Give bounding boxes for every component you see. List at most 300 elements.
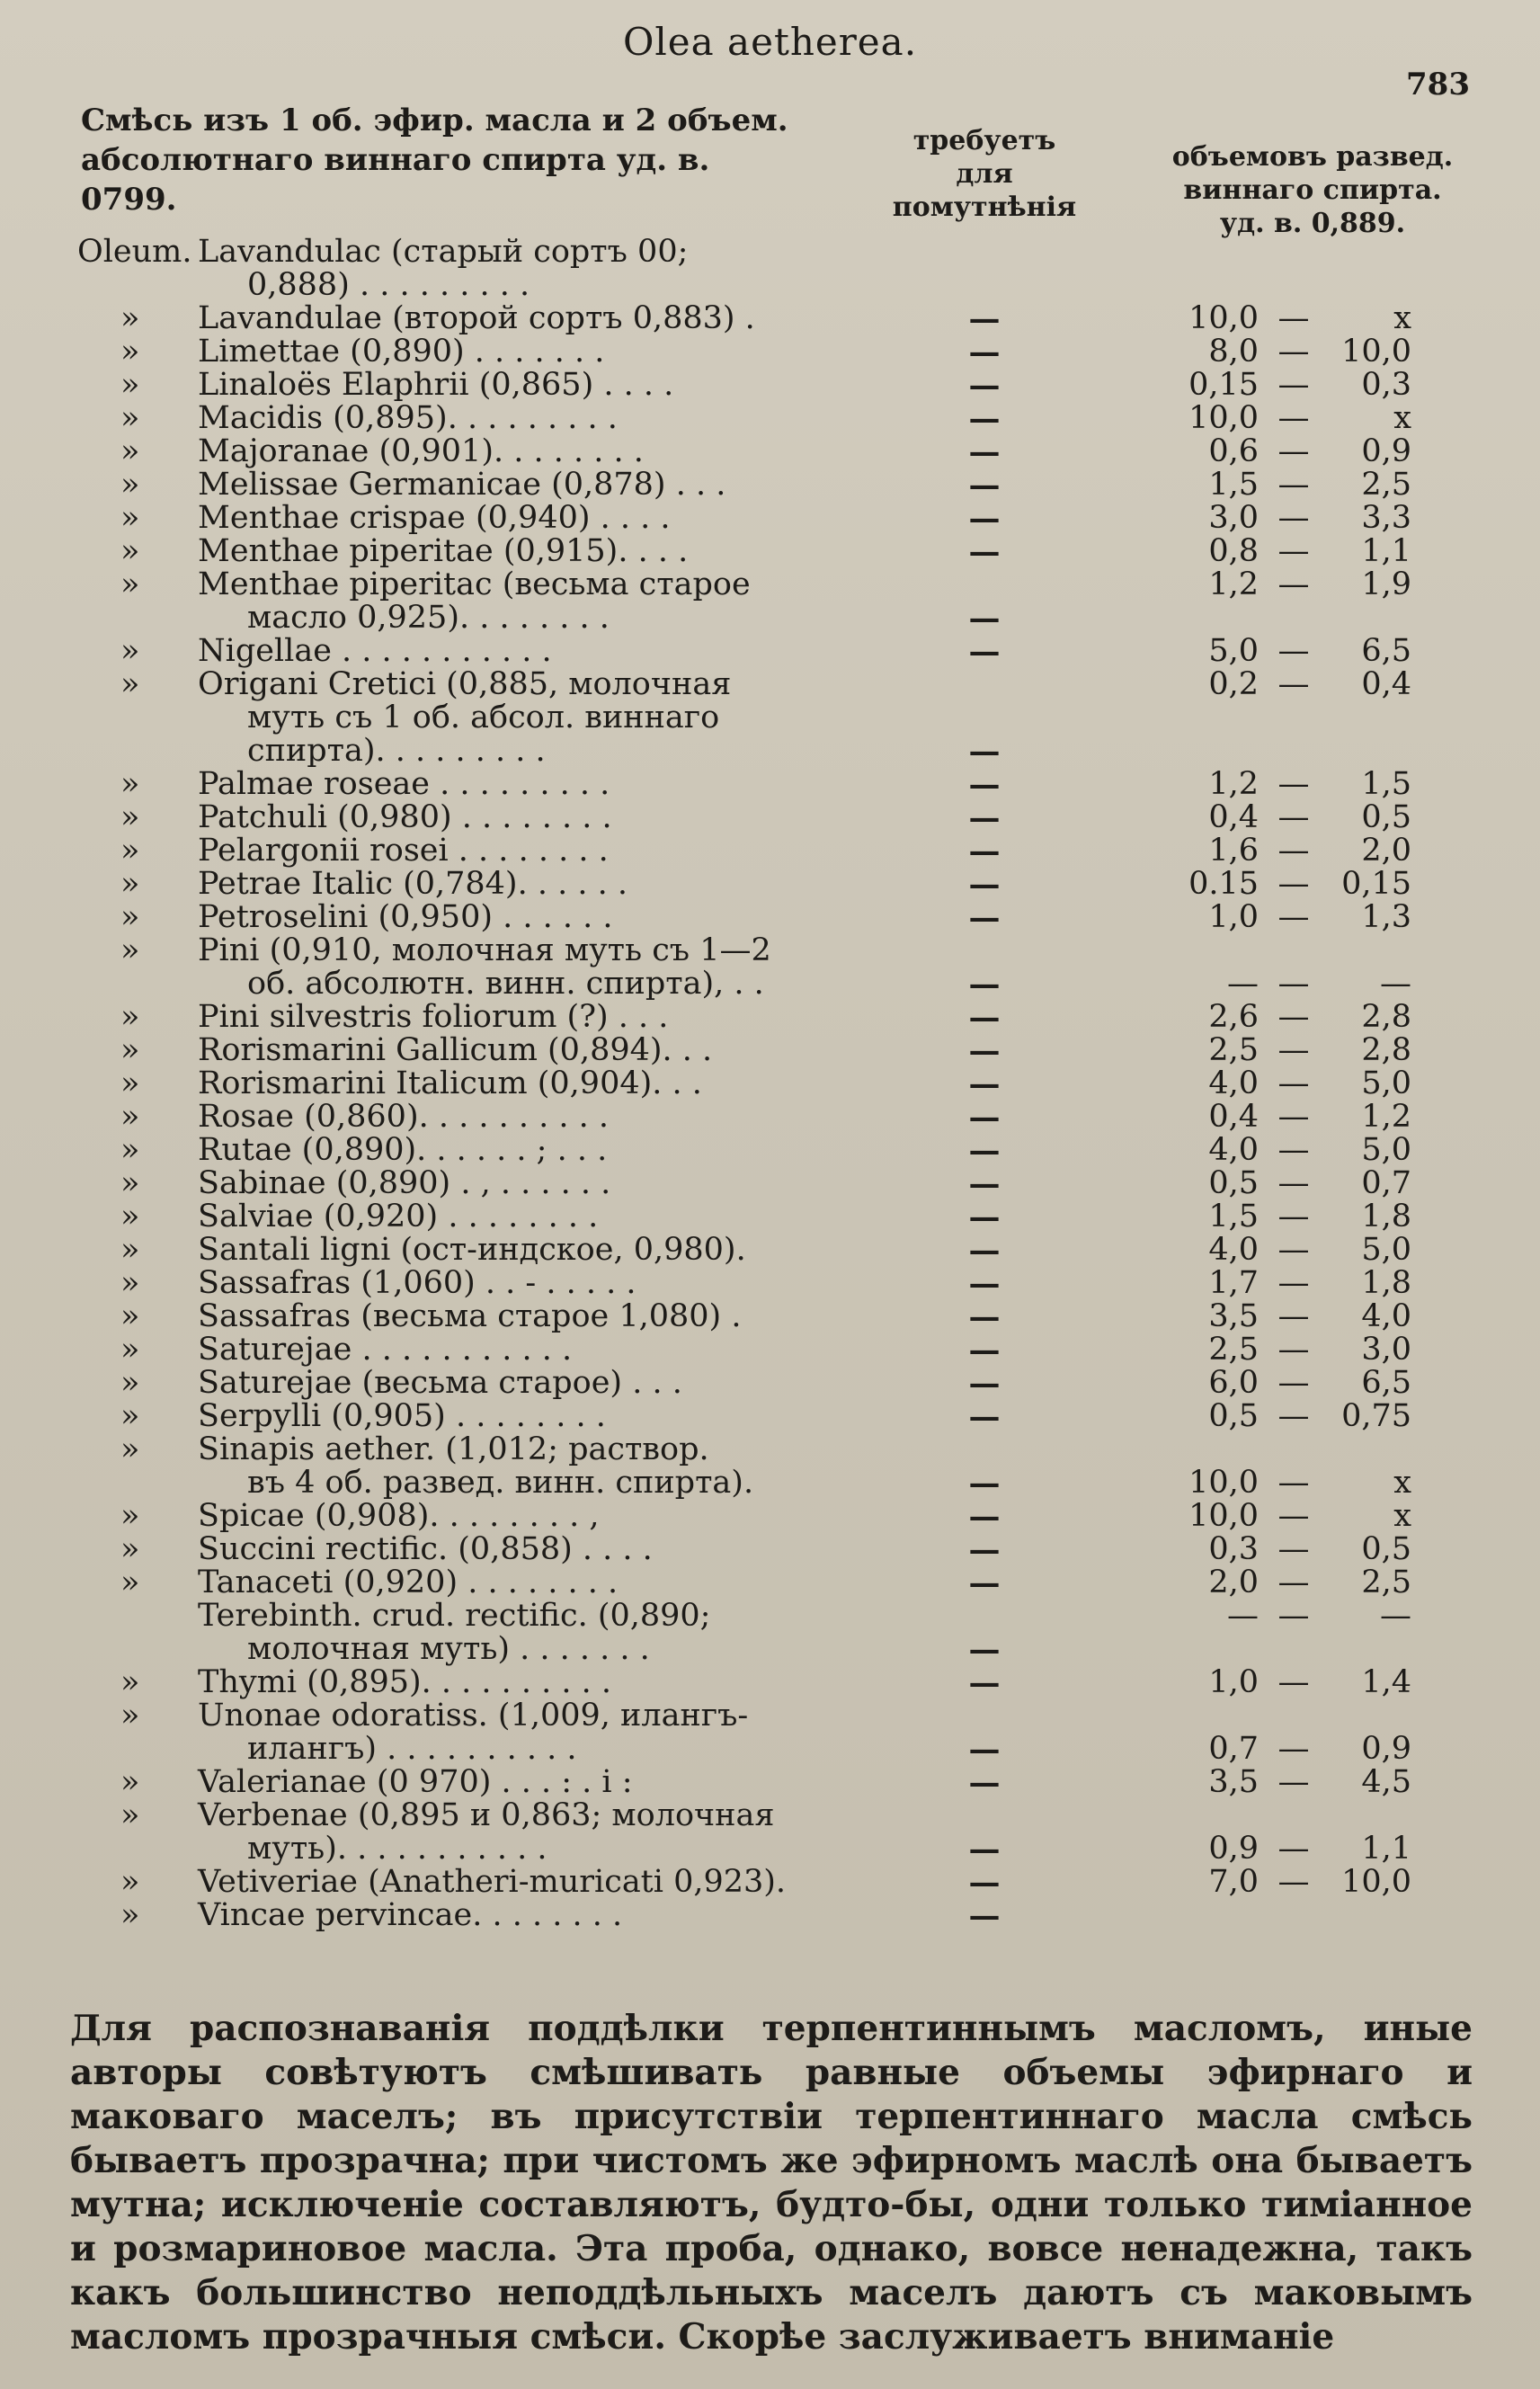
oil-name: Melissae Germanicae (0,878) . . . [198, 467, 726, 503]
ditto-mark: » [120, 1099, 140, 1135]
ditto-mark: » [120, 1698, 140, 1734]
table-row [0, 1067, 1540, 1101]
ditto-mark: » [120, 1065, 140, 1101]
header-mixture: Смѣсь изъ 1 об. эфир. масла и 2 объем. абсолютнаго виннаго спирта уд. в. 0799. [81, 103, 788, 218]
oil-name: Petroselini (0,950) . . . . . . [198, 899, 613, 935]
oil-name: Rosae (0,860). . . . . . . . . . [198, 1099, 609, 1135]
ditto-mark: » [120, 1032, 140, 1068]
turbidity-cell: — [968, 433, 1001, 470]
ditto-mark: » [120, 1199, 140, 1235]
turbidity-cell: — [968, 833, 1001, 869]
turbidity-cell: — [968, 1332, 1001, 1368]
volume-max: 2,5 [1361, 1564, 1411, 1600]
turbidity-cell: — [968, 1032, 1001, 1069]
ditto-mark: » [120, 1498, 140, 1534]
oil-name: Vincae pervincae. . . . . . . . [198, 1897, 623, 1933]
range-dash: — [1277, 500, 1310, 536]
table-row [0, 502, 1540, 535]
table-row [0, 1699, 1540, 1766]
header-volumes: объемовъ развед. виннаго спирта. уд. в. 0,889. [1171, 141, 1454, 239]
oil-name: Pini (0,910, молочная муть съ 1—2 [198, 932, 771, 968]
ditto-mark: » [120, 833, 140, 869]
volume-min: 0.15 [1188, 866, 1259, 902]
table-row [0, 934, 1540, 1001]
turbidity-cell: — [968, 400, 1001, 437]
oil-name: Unonae odoratiss. (1,009, илангъ- [198, 1698, 749, 1734]
table-row [0, 901, 1540, 934]
table-row [0, 801, 1540, 834]
range-dash: — [1277, 899, 1310, 935]
table-row [0, 402, 1540, 435]
oil-name: Valerianae (0 970) . . . : . i : [198, 1764, 633, 1800]
oil-name: Patchuli (0,980) . . . . . . . . [198, 799, 612, 835]
volume-max: 1,8 [1361, 1265, 1411, 1301]
volume-max: x [1393, 1465, 1411, 1501]
range-dash: — [1277, 300, 1310, 336]
volume-min: 0,15 [1188, 367, 1259, 403]
ditto-mark: » [120, 1398, 140, 1434]
volume-max: 2,8 [1361, 1032, 1411, 1068]
table-row [0, 335, 1540, 369]
volume-min: 1,5 [1208, 1199, 1259, 1235]
range-dash: — [1277, 1598, 1310, 1634]
turbidity-cell: — [968, 899, 1001, 936]
oil-name-continuation: илангъ) . . . . . . . . . . [247, 1731, 577, 1767]
turbidity-cell: — [968, 1265, 1001, 1302]
ditto-mark: » [120, 467, 140, 503]
volume-min: 5,0 [1208, 633, 1259, 669]
volume-max: 4,5 [1361, 1764, 1411, 1800]
volume-min: — [1227, 1598, 1259, 1634]
table-row [0, 868, 1540, 901]
volume-min: 0,4 [1208, 1099, 1259, 1135]
turbidity-cell: — [968, 1831, 1001, 1868]
oil-name-continuation: молочная муть) . . . . . . . [247, 1631, 650, 1667]
volume-max: 1,1 [1361, 533, 1411, 569]
range-dash: — [1277, 633, 1310, 669]
table-row [0, 1101, 1540, 1134]
volume-min: 1,0 [1208, 1664, 1259, 1700]
oil-name: Linaloës Elaphrii (0,865) . . . . [198, 367, 674, 403]
table-row [0, 1866, 1540, 1899]
range-dash: — [1277, 833, 1310, 869]
table-row [0, 236, 1540, 302]
oil-name: Succini rectific. (0,858) . . . . [198, 1531, 653, 1567]
turbidity-cell: — [968, 1398, 1001, 1435]
oil-name: Pini silvestris foliorum (?) . . . [198, 999, 669, 1035]
volume-min: 4,0 [1208, 1132, 1259, 1168]
volume-max: 1,3 [1361, 899, 1411, 935]
table-row [0, 1533, 1540, 1566]
volume-min: 2,5 [1208, 1332, 1259, 1368]
range-dash: — [1277, 334, 1310, 370]
range-dash: — [1277, 1498, 1310, 1534]
volume-max: 1,5 [1361, 766, 1411, 802]
oil-name: Menthae piperitac (весьма старое [198, 566, 751, 602]
range-dash: — [1277, 400, 1310, 436]
volume-min: 10,0 [1188, 1465, 1259, 1501]
ditto-mark: » [120, 1298, 140, 1334]
volume-max: 1,8 [1361, 1199, 1411, 1235]
oil-name-continuation: об. абсолютн. винн. спирта), . . [247, 966, 764, 1002]
volume-min: 8,0 [1208, 334, 1259, 370]
table-row [0, 834, 1540, 868]
ditto-mark: » [120, 334, 140, 370]
volume-max: 0,7 [1361, 1165, 1411, 1201]
range-dash: — [1277, 1099, 1310, 1135]
volume-max: 2,8 [1361, 999, 1411, 1035]
oil-name: Nigellae . . . . . . . . . . . [198, 633, 552, 669]
oil-name: Limettae (0,890) . . . . . . . [198, 334, 605, 370]
table-row [0, 1333, 1540, 1367]
ditto-mark: » [120, 1897, 140, 1933]
range-dash: — [1277, 866, 1310, 902]
volume-min: 1,2 [1208, 566, 1259, 602]
ditto-mark: » [120, 666, 140, 702]
oil-name: Thymi (0,895). . . . . . . . . . [198, 1664, 612, 1700]
range-dash: — [1277, 1365, 1310, 1401]
ditto-mark: » [120, 433, 140, 469]
oil-name: Spicae (0,908). . . . . . . . , [198, 1498, 600, 1534]
volume-min: 10,0 [1188, 300, 1259, 336]
volume-min: 1,7 [1208, 1265, 1259, 1301]
ditto-mark: » [120, 866, 140, 902]
volume-min: 1,6 [1208, 833, 1259, 869]
oil-name: Sabinae (0,890) . , . . . . . . [198, 1165, 611, 1201]
range-dash: — [1277, 999, 1310, 1035]
ditto-mark: » [120, 1664, 140, 1700]
table-row [0, 1666, 1540, 1699]
oil-name: Rorismarini Gallicum (0,894). . . [198, 1032, 713, 1068]
table-row [0, 1200, 1540, 1234]
turbidity-cell: — [968, 500, 1001, 537]
volume-min: 2,0 [1208, 1564, 1259, 1600]
volume-max: 6,5 [1361, 1365, 1411, 1401]
oil-name: Terebinth. crud. rectific. (0,890; [198, 1598, 711, 1634]
turbidity-cell: — [968, 1764, 1001, 1801]
table-row [0, 468, 1540, 502]
running-title: Olea aetherea. [622, 20, 918, 64]
volume-max: 10,0 [1341, 1864, 1411, 1900]
oil-name-continuation: масло 0,925). . . . . . . . [247, 600, 610, 636]
oil-name: Rorismarini Italicum (0,904). . . [198, 1065, 702, 1101]
volume-min: 0,5 [1208, 1165, 1259, 1201]
turbidity-cell: — [968, 334, 1001, 370]
lead-word: Oleum. [77, 234, 192, 270]
turbidity-cell: — [968, 1564, 1001, 1601]
ditto-mark: » [120, 367, 140, 403]
oil-name: Sinapis aether. (1,012; раствор. [198, 1431, 709, 1467]
turbidity-cell: — [968, 1165, 1001, 1202]
range-dash: — [1277, 367, 1310, 403]
table-row [0, 1766, 1540, 1799]
range-dash: — [1277, 1731, 1310, 1767]
range-dash: — [1277, 1232, 1310, 1268]
volume-min: 0,9 [1208, 1831, 1259, 1867]
range-dash: — [1277, 1831, 1310, 1867]
volume-min: 1,5 [1208, 467, 1259, 503]
range-dash: — [1277, 1531, 1310, 1567]
oil-name: Palmae roseae . . . . . . . . . [198, 766, 610, 802]
ditto-mark: » [120, 1365, 140, 1401]
turbidity-cell: — [968, 367, 1001, 404]
turbidity-cell: — [968, 1531, 1001, 1568]
turbidity-cell: — [968, 1664, 1001, 1701]
volume-min: 3,0 [1208, 500, 1259, 536]
volume-max: 3,0 [1361, 1332, 1411, 1368]
oil-name: Menthae crispae (0,940) . . . . [198, 500, 671, 536]
turbidity-cell: — [968, 600, 1001, 637]
range-dash: — [1277, 433, 1310, 469]
volume-min: 0,6 [1208, 433, 1259, 469]
volume-max: x [1393, 1498, 1411, 1534]
volume-max: 0,3 [1361, 367, 1411, 403]
range-dash: — [1277, 1398, 1310, 1434]
turbidity-cell: — [968, 1631, 1001, 1668]
volume-min: 4,0 [1208, 1232, 1259, 1268]
oil-name-continuation: муть съ 1 об. абсол. виннаго спирта). . . . . . . . . [247, 700, 720, 769]
oil-name: Majoranae (0,901). . . . . . . . [198, 433, 644, 469]
volume-min: 0,8 [1208, 533, 1259, 569]
oil-name: Sassafras (1,060) . . - . . . . . [198, 1265, 636, 1301]
oil-name: Petrae Italic (0,784). . . . . . [198, 866, 628, 902]
range-dash: — [1277, 467, 1310, 503]
volume-min: — [1227, 966, 1259, 1002]
ditto-mark: » [120, 533, 140, 569]
oil-name: Rutae (0,890). . . . . . ; . . . [198, 1132, 608, 1168]
oil-name: Lavandulac (старый сортъ 00; [198, 234, 689, 270]
volume-min: 2,6 [1208, 999, 1259, 1035]
turbidity-cell: — [968, 1465, 1001, 1502]
volume-min: 0,4 [1208, 799, 1259, 835]
turbidity-cell: — [968, 733, 1001, 770]
turbidity-cell: — [968, 1298, 1001, 1335]
volume-min: 10,0 [1188, 1498, 1259, 1534]
volume-max: 4,0 [1361, 1298, 1411, 1334]
range-dash: — [1277, 1298, 1310, 1334]
volume-min: 4,0 [1208, 1065, 1259, 1101]
table-row [0, 1899, 1540, 1932]
volume-max: 1,1 [1361, 1831, 1411, 1867]
range-dash: — [1277, 1564, 1310, 1600]
turbidity-cell: — [968, 1099, 1001, 1136]
turbidity-cell: — [968, 766, 1001, 803]
volume-max: 0,5 [1361, 799, 1411, 835]
table-row [0, 635, 1540, 668]
turbidity-cell: — [968, 799, 1001, 836]
range-dash: — [1277, 1265, 1310, 1301]
ditto-mark: » [120, 1431, 140, 1467]
oil-name: Verbenae (0,895 и 0,863; молочная [198, 1797, 775, 1833]
range-dash: — [1277, 1332, 1310, 1368]
oil-name: Macidis (0,895). . . . . . . . . [198, 400, 618, 436]
oil-name: Origani Cretici (0,885, молочная [198, 666, 732, 702]
turbidity-cell: — [968, 966, 1001, 1003]
table-row [0, 535, 1540, 568]
ditto-mark: » [120, 400, 140, 436]
oil-name: Lavandulae (второй сортъ 0,883) . [198, 300, 755, 336]
volume-max: 5,0 [1361, 1065, 1411, 1101]
volume-max: 1,4 [1361, 1664, 1411, 1700]
turbidity-cell: — [968, 999, 1001, 1036]
table-row [0, 1600, 1540, 1666]
table-row [0, 1566, 1540, 1600]
oil-name: Serpylli (0,905) . . . . . . . . [198, 1398, 606, 1434]
volume-max: 5,0 [1361, 1132, 1411, 1168]
range-dash: — [1277, 1165, 1310, 1201]
turbidity-cell: — [968, 533, 1001, 570]
oil-name: Saturejae (весьма старое) . . . [198, 1365, 682, 1401]
volume-min: 2,5 [1208, 1032, 1259, 1068]
turbidity-cell: — [968, 1065, 1001, 1102]
ditto-mark: » [120, 766, 140, 802]
range-dash: — [1277, 1664, 1310, 1700]
table-row [0, 768, 1540, 801]
oil-name-continuation: 0,888) . . . . . . . . . [247, 267, 530, 303]
turbidity-cell: — [968, 467, 1001, 504]
table-row [0, 1300, 1540, 1333]
volume-max: 0,75 [1341, 1398, 1411, 1434]
turbidity-cell: — [968, 633, 1001, 670]
table-row [0, 1167, 1540, 1200]
range-dash: — [1277, 1764, 1310, 1800]
header-turbidity: требуетъ для помутнѣнія [892, 125, 1077, 223]
turbidity-cell: — [968, 1232, 1001, 1269]
turbidity-cell: — [968, 300, 1001, 337]
range-dash: — [1277, 1465, 1310, 1501]
range-dash: — [1277, 799, 1310, 835]
ditto-mark: » [120, 1265, 140, 1301]
ditto-mark: » [120, 1165, 140, 1201]
table-row [0, 1134, 1540, 1167]
oil-name: Sassafras (весьма старое 1,080) . [198, 1298, 742, 1334]
ditto-mark: » [120, 633, 140, 669]
volume-min: 6,0 [1208, 1365, 1259, 1401]
range-dash: — [1277, 1132, 1310, 1168]
table-row [0, 1500, 1540, 1533]
range-dash: — [1277, 966, 1310, 1002]
table-row [0, 302, 1540, 335]
oil-name: Tanaceti (0,920) . . . . . . . . [198, 1564, 619, 1600]
volume-min: 3,5 [1208, 1764, 1259, 1800]
ditto-mark: » [120, 1564, 140, 1600]
oil-name: Salviae (0,920) . . . . . . . . [198, 1199, 599, 1235]
turbidity-cell: — [968, 1897, 1001, 1934]
ditto-mark: » [120, 1531, 140, 1567]
oil-name: Menthae piperitae (0,915). . . . [198, 533, 689, 569]
turbidity-cell: — [968, 1199, 1001, 1235]
ditto-mark: » [120, 932, 140, 968]
table-row [0, 1034, 1540, 1067]
ditto-mark: » [120, 1797, 140, 1833]
ditto-mark: » [120, 566, 140, 602]
volume-min: 1,2 [1208, 766, 1259, 802]
range-dash: — [1277, 566, 1310, 602]
turbidity-cell: — [968, 1365, 1001, 1402]
volume-max: 1,2 [1361, 1099, 1411, 1135]
volume-max: 5,0 [1361, 1232, 1411, 1268]
volume-max: 3,3 [1361, 500, 1411, 536]
volume-min: 0,2 [1208, 666, 1259, 702]
oil-name-continuation: въ 4 об. развед. винн. спирта). [247, 1465, 754, 1501]
volume-max: x [1393, 300, 1411, 336]
range-dash: — [1277, 1199, 1310, 1235]
ditto-mark: » [120, 1864, 140, 1900]
range-dash: — [1277, 533, 1310, 569]
ditto-mark: » [120, 500, 140, 536]
table-row [0, 369, 1540, 402]
oil-name-continuation: муть). . . . . . . . . . . [247, 1831, 547, 1867]
ditto-mark: » [120, 1132, 140, 1168]
turbidity-cell: — [968, 1498, 1001, 1535]
table-row [0, 1234, 1540, 1267]
table-row [0, 1433, 1540, 1500]
volume-min: 10,0 [1188, 400, 1259, 436]
volume-min: 3,5 [1208, 1298, 1259, 1334]
oil-name: Pelargonii rosei . . . . . . . . [198, 833, 609, 869]
range-dash: — [1277, 1864, 1310, 1900]
volume-min: 0,7 [1208, 1731, 1259, 1767]
volume-max: 2,0 [1361, 833, 1411, 869]
volume-max: 0,4 [1361, 666, 1411, 702]
oil-name: Santali ligni (ост-индское, 0,980). [198, 1232, 746, 1268]
ditto-mark: » [120, 1232, 140, 1268]
oil-name: Vetiveriae (Anatheri-muricati 0,923). [198, 1864, 787, 1900]
range-dash: — [1277, 766, 1310, 802]
volume-max: 2,5 [1361, 467, 1411, 503]
table-row [0, 1400, 1540, 1433]
turbidity-cell: — [968, 866, 1001, 903]
range-dash: — [1277, 1065, 1310, 1101]
table-row [0, 1001, 1540, 1034]
ditto-mark: » [120, 999, 140, 1035]
body-paragraph: Для распознаванія поддѣлки терпентиннымъ масломъ, иные авторы совѣтуютъ смѣшивать равные объемы эфирнаго и маковаго маселъ; въ присутствіи терпентиннаго масла смѣсь бываетъ прозрачна; при чистомъ же эфирномъ маслѣ она бываетъ мутна; исключенiе составляютъ, будто-бы, одни только тиміанное и розмариновое масла. Эта проба, однако, вовсе ненадежна, такъ какъ большинство неподдѣльныхъ маселъ даютъ съ маковымъ масломъ прозрачныя смѣси. Скорѣе заслуживаетъ вниманіе [70, 2008, 1473, 2358]
volume-max: 0,15 [1341, 866, 1411, 902]
volume-max: — [1380, 1598, 1411, 1634]
volume-max: x [1393, 400, 1411, 436]
ditto-mark: » [120, 300, 140, 336]
volume-max: — [1380, 966, 1411, 1002]
volume-min: 0,3 [1208, 1531, 1259, 1567]
table-row [0, 435, 1540, 468]
turbidity-cell: — [968, 1731, 1001, 1768]
volume-max: 0,9 [1361, 1731, 1411, 1767]
page-number: 783 [1406, 67, 1470, 103]
table-row [0, 1267, 1540, 1300]
volume-max: 1,9 [1361, 566, 1411, 602]
volume-max: 6,5 [1361, 633, 1411, 669]
table-row [0, 1799, 1540, 1866]
volume-min: 0,5 [1208, 1398, 1259, 1434]
ditto-mark: » [120, 1764, 140, 1800]
oil-table [0, 236, 1540, 1932]
volume-min: 7,0 [1208, 1864, 1259, 1900]
oil-name: Saturejae . . . . . . . . . . . [198, 1332, 573, 1368]
range-dash: — [1277, 666, 1310, 702]
ditto-mark: » [120, 899, 140, 935]
turbidity-cell: — [968, 1864, 1001, 1901]
volume-min: 1,0 [1208, 899, 1259, 935]
ditto-mark: » [120, 1332, 140, 1368]
ditto-mark: » [120, 799, 140, 835]
volume-max: 10,0 [1341, 334, 1411, 370]
turbidity-cell: — [968, 1132, 1001, 1169]
volume-max: 0,5 [1361, 1531, 1411, 1567]
volume-max: 0,9 [1361, 433, 1411, 469]
table-row [0, 1367, 1540, 1400]
table-row [0, 668, 1540, 768]
range-dash: — [1277, 1032, 1310, 1068]
